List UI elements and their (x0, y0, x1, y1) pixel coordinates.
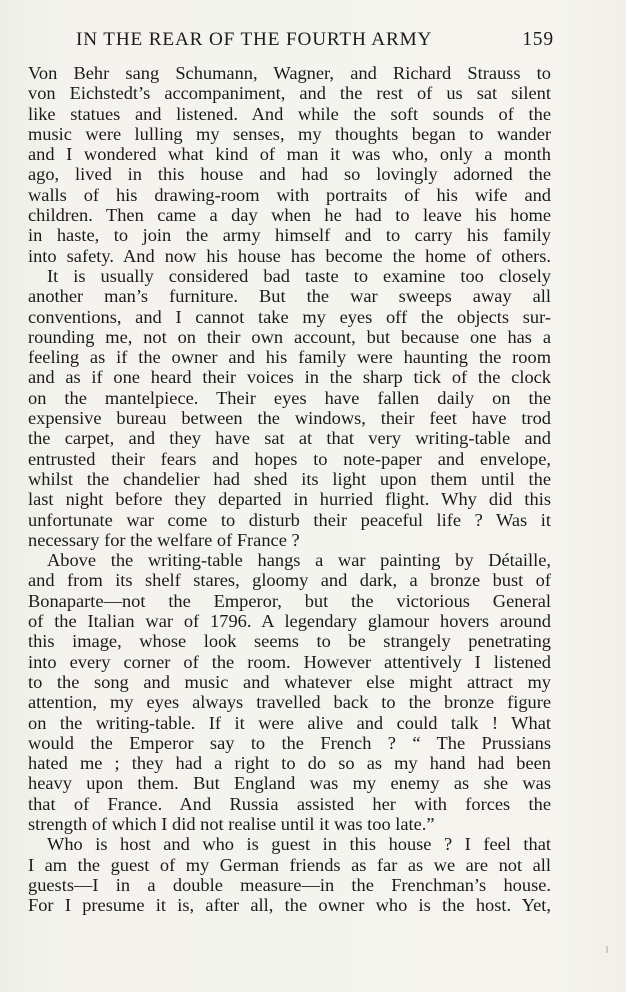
text-line: like statues and listened. And while the soft sounds of the (28, 103, 551, 124)
text-line: feeling as if the owner and his family were haunting the room (28, 347, 551, 368)
text-line: music were lulling my senses, my thoughts began to wander (28, 123, 551, 144)
text-line: unfortunate war come to disturb their peaceful life ? Was it (28, 509, 551, 530)
text-line: children. Then came a day when he had to leave his home (28, 205, 551, 226)
text-line: guests—I in a double measure—in the Frenchman’s house. (28, 874, 551, 895)
text-line: Bonaparte—not the Emperor, but the victorious General (28, 590, 551, 611)
text-line: this image, whose look seems to be strangely penetrating (28, 631, 551, 652)
text-line: and as if one heard their voices in the sharp tick of the clock (28, 367, 551, 388)
text-line: expensive bureau between the windows, their feet have trod (28, 408, 551, 429)
text-line: last night before they departed in hurried flight. Why did this (28, 489, 551, 510)
text-line: and from its shelf stares, gloomy and dark, a bronze bust of (28, 570, 551, 591)
text-line: and I wondered what kind of man it was who, only a month (28, 144, 551, 165)
text-line: Von Behr sang Schumann, Wagner, and Richard Strauss to (28, 63, 551, 83)
page-number: 159 (522, 29, 554, 50)
text-line: hated me ; they had a right to do so as my hand had been (28, 753, 551, 774)
text-line: the carpet, and they have sat at that very writing-table and (28, 428, 551, 449)
text-line: ago, lived in this house and had so lovingly adorned the (28, 164, 551, 185)
body-text (28, 63, 551, 915)
text-line: I am the guest of my German friends as far as we are not all (28, 854, 551, 875)
text-line: that of France. And Russia assisted her with forces the (28, 793, 551, 814)
text-line: in haste, to join the army himself and to carry his family (28, 225, 551, 246)
paragraph-start-line: Above the writing-table hangs a war painting by Détaille, (47, 550, 551, 571)
running-head (28, 28, 554, 52)
text-line: into every corner of the room. However attentively I listened (28, 651, 551, 672)
text-line: rounding me, not on their own account, but because one has a (28, 326, 551, 347)
text-line: von Eichstedt’s accompaniment, and the rest of us sat silent (28, 83, 551, 104)
paragraph-start-line: Who is host and who is guest in this house ? I feel that (47, 834, 551, 855)
margin-mark (606, 946, 608, 953)
paragraph-end-line: necessary for the welfare of France ? (28, 529, 300, 550)
text-line: walls of his drawing-room with portraits of his wife and (28, 184, 551, 205)
text-line: to the song and music and whatever else might attract my (28, 671, 551, 692)
text-line: For I presume it is, after all, the owner who is the host. Yet, (28, 895, 551, 916)
text-line: of the Italian war of 1796. A legendary glamour hovers around (28, 611, 551, 632)
text-line: attention, my eyes always travelled back to the bronze figure (28, 692, 551, 713)
text-line: would the Emperor say to the French ? “ The Prussians (28, 732, 551, 753)
text-line: on the writing-table. If it were alive and could talk ! What (28, 712, 551, 733)
text-line: whilst the chandelier had shed its light upon them until the (28, 468, 551, 489)
text-line: on the mantelpiece. Their eyes have fallen daily on the (28, 387, 551, 408)
text-line: another man’s furniture. But the war sweeps away all (28, 286, 551, 307)
running-title: IN THE REAR OF THE FOURTH ARMY (76, 29, 433, 50)
text-line: entrusted their fears and hopes to note-paper and envelope, (28, 448, 551, 469)
text-line: heavy upon them. But England was my enemy as she was (28, 773, 551, 794)
paragraph-end-line: strength of which I did not realise until it was too late.” (28, 813, 435, 834)
text-line: into safety. And now his house has become the home of others. (28, 245, 551, 266)
text-line: conventions, and I cannot take my eyes off the objects sur- (28, 306, 551, 327)
paragraph-start-line: It is usually considered bad taste to examine too closely (47, 265, 551, 286)
